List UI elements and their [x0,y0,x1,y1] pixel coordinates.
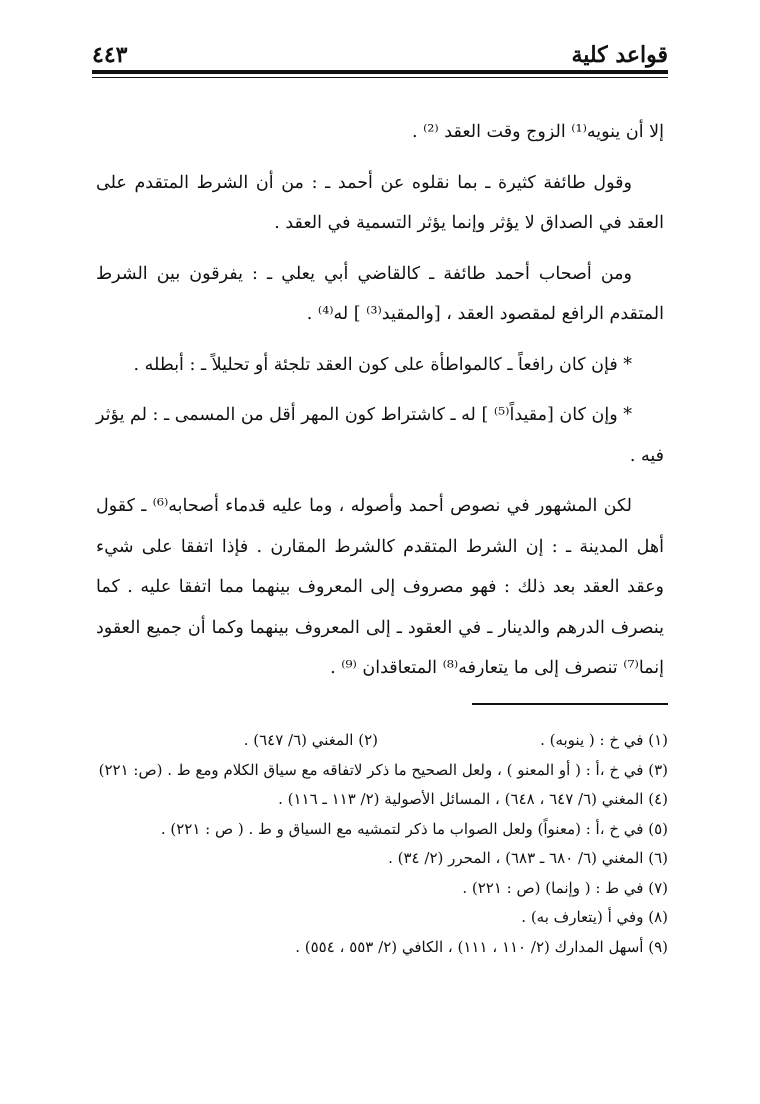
paragraph-2: وقول طائفة كثيرة ـ بما نقلوه عن أحمد ـ : من أن الشرط المتقدم على العقد في الصداق لا يؤثر وإنما يؤثر التسمية في العقد . [96,172,664,233]
footnote-6: (٦) المغني (٦/ ٦٨٠ ـ ٦٨٣) ، المحرر (٢/ ٣٤) . [388,849,668,867]
paragraph-5: * وإن كان [مقيداً⁽⁵⁾ ] له ـ كاشتراط كون المهر أقل من المسمى ـ : لم يؤثر فيه . [96,405,664,466]
header-rule-thick [92,70,668,74]
footnote-9: (٩) أسهل المدارك (٢/ ١١٠ ، ١١١) ، الكافي (٢/ ٥٥٣ ، ٥٥٤) . [295,937,668,956]
footnote-3: (٣) في خ ،أ : ( أو المعنو ) ، ولعل الصحيح ما ذكر لاتفاقه مع سياق الكلام ومع ط . (ص: ٢٢١) [98,760,668,779]
main-text [96,112,664,699]
page-number: ٤٤٣ [92,42,128,68]
running-title: قواعد كلية [571,42,668,68]
footnote-separator [472,703,668,705]
footnote-8: (٨) وفي أ (يتعارف به) . [521,908,668,926]
footnote-7: (٧) في ط : ( وإنما) (ص : ٢٢١) . [462,878,668,897]
page-header [92,36,668,68]
paragraph-4: * فإن كان رافعاً ـ كالمواطأة على كون العقد تلجئة أو تحليلاً ـ : أبطله . [133,354,632,375]
footnote-4: (٤) المغني (٦/ ٦٤٧ ، ٦٤٨) ، المسائل الأصولية (٢/ ١١٣ ـ ١١٦) . [278,790,668,808]
paragraph-6: لكن المشهور في نصوص أحمد وأصوله ، وما عليه قدماء أصحابه⁽⁶⁾ ـ كقول أهل المدينة ـ : إن الشرط المتقدم كالشرط المقارن . فإذا اتفقا على شيء وعقد العقد بعد ذلك : فهو مصروف إلى المعروف بينهما مما اتفقا عليه . كما ينصرف الدرهم والدينار ـ في العقود ـ إلى المعروف بينهما وكما أن جميع العقود إنما⁽⁷⁾ تنصرف إلى ما يتعارفه⁽⁸⁾ المتعاقدان ⁽⁹⁾ . [96,496,664,678]
footnote-row-1-2 [92,726,668,756]
paragraph-3: ومن أصحاب أحمد طائفة ـ كالقاضي أبي يعلي ـ : يفرقون بين الشرط المتقدم الرافع لمقصود العقد ، [والمقيد⁽³⁾ ] له⁽⁴⁾ . [96,263,664,324]
footnotes [92,726,668,962]
footnote-1: (١) في خ : ( ينوبه) . [540,731,668,749]
header-rule-thin [92,77,668,78]
footnote-5: (٥) في خ ،أ : (معنواً) ولعل الصواب ما ذكر لتمشيه مع السياق و ط . ( ص : ٢٢١) . [160,819,668,838]
footnote-2: (٢) المغني (٦/ ٦٤٧) . [243,731,378,749]
paragraph-1: إلا أن ينويه⁽¹⁾ الزوج وقت العقد ⁽²⁾ . [411,122,664,142]
